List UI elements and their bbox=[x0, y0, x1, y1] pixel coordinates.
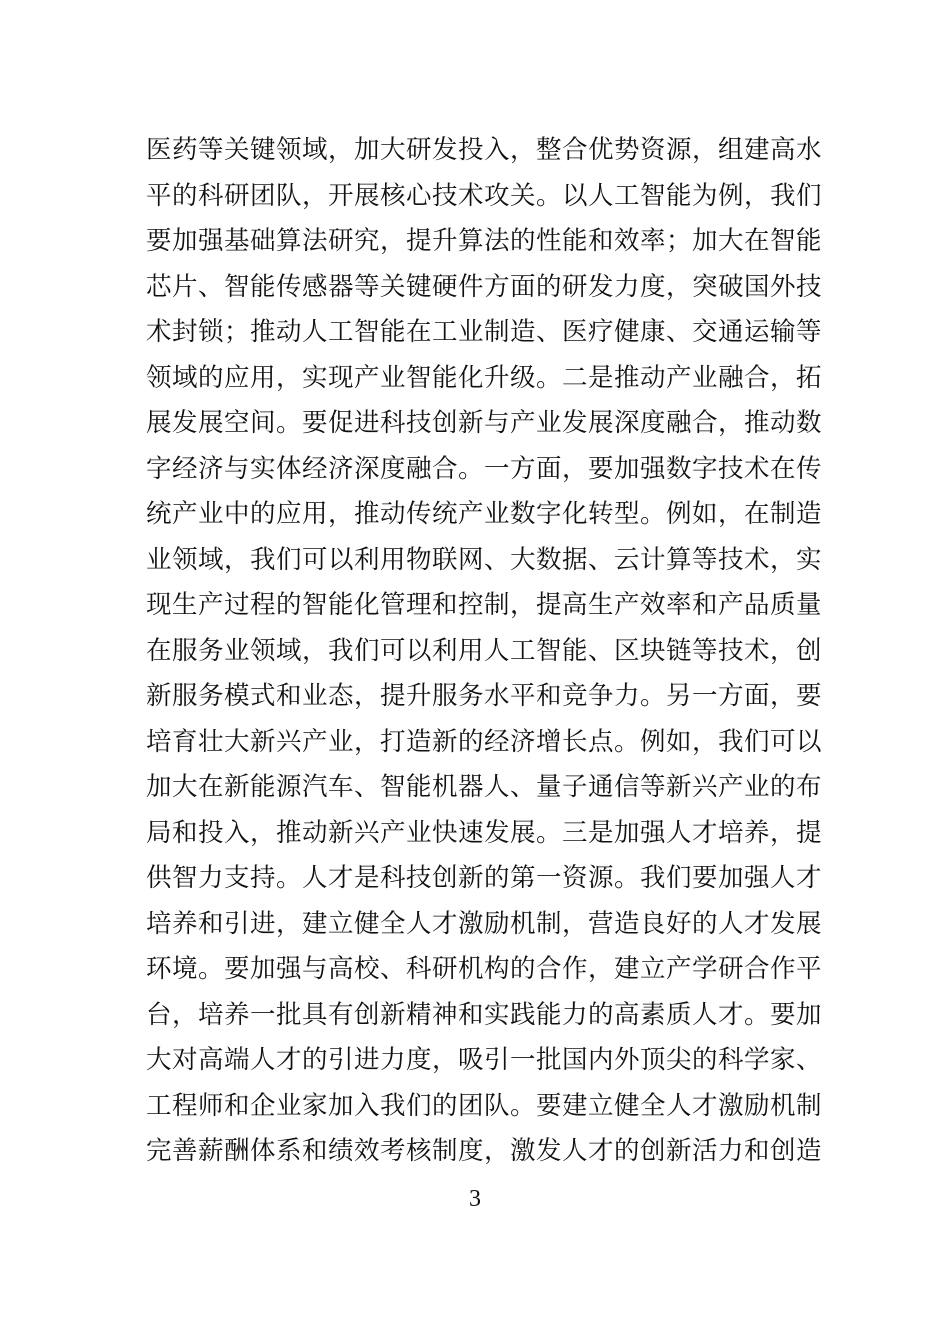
text-line-23: 完善薪酬体系和绩效考核制度，激发人才的创新活力和创造 bbox=[146, 1136, 823, 1166]
text-line-10: 业领域，我们可以利用物联网、大数据、云计算等技术，实 bbox=[146, 544, 823, 575]
text-line-11: 现生产过程的智能化管理和控制，提高生产效率和产品质量 bbox=[146, 590, 823, 620]
text-line-19: 环境。要加强与高校、科研机构的合作，建立产学研合作平 bbox=[146, 954, 823, 984]
text-line-8: 字经济与实体经济深度融合。一方面，要加强数字技术在传 bbox=[146, 453, 823, 484]
text-line-22: 工程师和企业家加入我们的团队。要建立健全人才激励机制 bbox=[146, 1090, 823, 1121]
text-line-6: 领域的应用，实现产业智能化升级。二是推动产业融合，拓 bbox=[146, 362, 823, 393]
text-line-20: 台，培养一批具有创新精神和实践能力的高素质人才。要加 bbox=[146, 999, 823, 1030]
text-line-1: 医药等关键领域，加大研发投入，整合优势资源，组建高水 bbox=[146, 135, 823, 165]
text-line-2: 平的科研团队，开展核心技术攻关。以人工智能为例，我们 bbox=[146, 180, 823, 211]
text-line-16: 局和投入，推动新兴产业快速发展。三是加强人才培养，提 bbox=[146, 817, 823, 848]
text-line-7: 展发展空间。要促进科技创新与产业发展深度融合，推动数 bbox=[146, 408, 823, 438]
body-text bbox=[146, 128, 823, 1175]
text-line-12: 在服务业领域，我们可以利用人工智能、区块链等技术，创 bbox=[146, 635, 823, 666]
text-line-4: 芯片、智能传感器等关键硬件方面的研发力度，突破国外技 bbox=[146, 271, 823, 302]
text-line-17: 供智力支持。人才是科技创新的第一资源。我们要加强人才 bbox=[146, 863, 823, 893]
text-line-3: 要加强基础算法研究，提升算法的性能和效率；加大在智能 bbox=[146, 226, 823, 256]
text-line-15: 加大在新能源汽车、智能机器人、量子通信等新兴产业的布 bbox=[146, 772, 823, 802]
text-line-5: 术封锁；推动人工智能在工业制造、医疗健康、交通运输等 bbox=[146, 317, 823, 347]
page-number: 3 bbox=[469, 1186, 481, 1212]
text-line-13: 新服务模式和业态，提升服务水平和竞争力。另一方面，要 bbox=[146, 681, 823, 711]
text-line-14: 培育壮大新兴产业，打造新的经济增长点。例如，我们可以 bbox=[146, 726, 823, 757]
text-line-18: 培养和引进，建立健全人才激励机制，营造良好的人才发展 bbox=[146, 908, 823, 939]
text-line-21: 大对高端人才的引进力度，吸引一批国内外顶尖的科学家、 bbox=[146, 1045, 823, 1075]
text-line-9: 统产业中的应用，推动传统产业数字化转型。例如，在制造 bbox=[146, 499, 823, 529]
